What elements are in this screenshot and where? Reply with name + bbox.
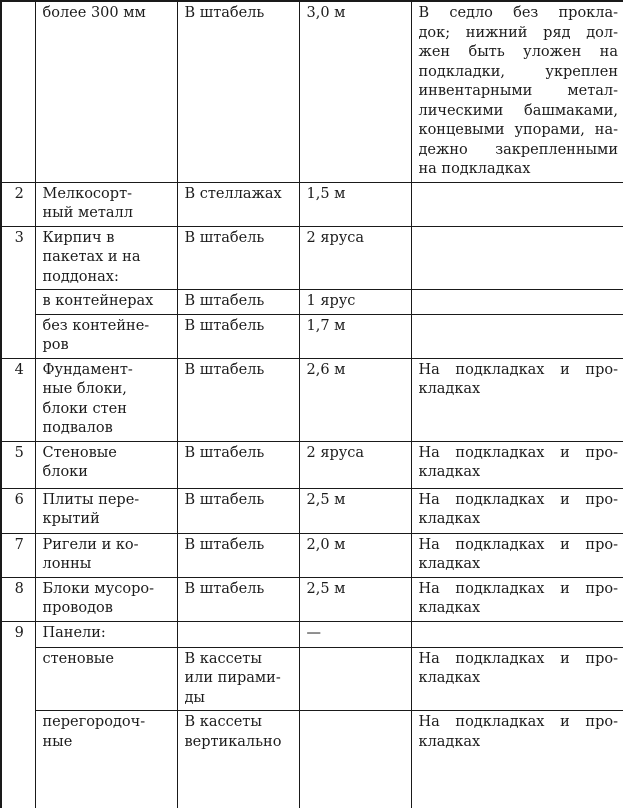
text-line: Фундамент- [42, 361, 133, 378]
height-cell [299, 182, 411, 226]
note-cell [411, 358, 623, 441]
note-cell [411, 577, 623, 621]
table-row [1, 314, 623, 358]
text-line: На подкладках и про- [418, 536, 618, 553]
method-cell [177, 647, 299, 711]
material-cell [35, 226, 177, 290]
text-line: вертикально [184, 733, 282, 750]
text-line: лическими башмаками, [418, 102, 618, 119]
table-row [1, 290, 623, 315]
text-line: На подкладках и про- [418, 714, 618, 730]
text-line: блоки [42, 464, 88, 480]
material-cell [35, 533, 177, 577]
text-line: кладках [418, 600, 481, 616]
material-cell [35, 621, 177, 647]
text-line: В штабель [184, 293, 265, 309]
text-line: кладках [418, 733, 481, 750]
text-line: пакетах и на [42, 249, 141, 265]
text-line: 2,5 м [306, 580, 346, 597]
note-cell [411, 1, 623, 182]
note-cell [411, 290, 623, 315]
height-cell [299, 533, 411, 577]
height-cell [299, 441, 411, 488]
note-cell [411, 182, 623, 226]
text-line: В штабель [184, 444, 265, 461]
text-line: подкладки, укреплен [418, 63, 618, 80]
row-number-cell: 6 [1, 488, 35, 533]
note-cell [411, 488, 623, 533]
text-line: кладках [418, 511, 481, 527]
text-line: В штабель [184, 491, 265, 508]
height-cell [299, 290, 411, 315]
text-line: Блоки мусоро- [42, 580, 155, 597]
text-line: 2,0 м [306, 536, 346, 553]
text-line: В штабель [184, 361, 265, 378]
row-number-cell: 3 [1, 226, 35, 358]
height-cell [299, 314, 411, 358]
text-line: док; нижний ряд дол- [418, 24, 618, 41]
material-cell [35, 182, 177, 226]
method-cell [177, 577, 299, 621]
method-cell [177, 621, 299, 647]
text-line: стеновые [42, 650, 114, 667]
note-cell [411, 621, 623, 647]
table-row [1, 533, 623, 577]
row-number-cell: 2 [1, 182, 35, 226]
row-number-cell: 5 [1, 441, 35, 488]
text-line: блоки стен [42, 400, 127, 417]
method-cell [177, 358, 299, 441]
text-line: жен быть уложен на [418, 44, 618, 60]
text-line: лонны [42, 556, 92, 572]
text-line: подвалов [42, 420, 113, 436]
height-cell [299, 647, 411, 711]
text-line: кладках [418, 381, 481, 397]
note-cell [411, 441, 623, 488]
height-cell [299, 358, 411, 441]
table-row [1, 621, 623, 647]
text-line: в контейнерах [42, 293, 154, 309]
text-line: проводов [42, 600, 113, 616]
text-line: На подкладках и про- [418, 491, 618, 508]
text-line: концевыми упорами, на- [418, 122, 618, 138]
text-line: В седло без прокла- [418, 5, 618, 21]
note-cell [411, 314, 623, 358]
table-row [1, 1, 623, 182]
method-cell [177, 533, 299, 577]
method-cell [177, 488, 299, 533]
text-line: крытий [42, 511, 100, 527]
note-cell [411, 711, 623, 808]
text-line: В кассеты [184, 650, 262, 667]
material-cell [35, 314, 177, 358]
text-line: В штабель [184, 229, 265, 246]
text-line: 1,7 м [306, 317, 346, 334]
method-cell [177, 182, 299, 226]
text-line: Плиты пере- [42, 491, 140, 508]
text-line: ные [42, 733, 73, 750]
method-cell [177, 1, 299, 182]
row-number-cell: 7 [1, 533, 35, 577]
row-number-cell: 9 [1, 621, 35, 808]
text-line: ды [184, 689, 205, 706]
text-line: В штабель [184, 5, 265, 21]
material-cell [35, 358, 177, 441]
text-line: 1,5 м [306, 185, 346, 202]
text-line: Стеновые [42, 444, 117, 461]
text-line: В штабель [184, 580, 265, 597]
text-line: 2 яруса [306, 229, 365, 246]
text-line: — [306, 624, 321, 641]
text-line: ров [42, 337, 69, 353]
table-row [1, 226, 623, 290]
text-line: 2 яруса [306, 444, 365, 461]
table-row [1, 441, 623, 488]
note-cell [411, 533, 623, 577]
text-line: кладках [418, 464, 481, 480]
method-cell [177, 226, 299, 290]
method-cell [177, 314, 299, 358]
table-row [1, 358, 623, 441]
height-cell [299, 488, 411, 533]
text-line: поддонах: [42, 268, 119, 285]
text-line: кладках [418, 670, 481, 686]
material-cell [35, 711, 177, 808]
material-cell [35, 488, 177, 533]
text-line: На подкладках и про- [418, 580, 618, 597]
text-line: 2,6 м [306, 361, 346, 378]
note-cell [411, 647, 623, 711]
table-row [1, 647, 623, 711]
table-row [1, 182, 623, 226]
height-cell [299, 577, 411, 621]
table-row [1, 711, 623, 808]
row-number-cell [1, 1, 35, 182]
text-line: В штабель [184, 536, 265, 553]
text-line: В кассеты [184, 714, 262, 730]
text-line: Панели: [42, 624, 106, 641]
text-line: На подкладках и про- [418, 444, 618, 461]
text-line: ный металл [42, 205, 133, 221]
material-cell [35, 441, 177, 488]
text-line: более 300 мм [42, 5, 146, 21]
text-line: Мелкосорт- [42, 185, 132, 202]
method-cell [177, 441, 299, 488]
table-row [1, 488, 623, 533]
text-line: На подкладках и про- [418, 650, 618, 667]
text-line: кладках [418, 556, 481, 572]
text-line: 2,5 м [306, 491, 346, 508]
text-line: без контейне- [42, 317, 150, 334]
text-line: на подкладках [418, 161, 531, 177]
material-cell [35, 577, 177, 621]
text-line: 3,0 м [306, 5, 346, 21]
text-line: ные блоки, [42, 381, 127, 397]
text-line: 1 ярус [306, 293, 356, 309]
method-cell [177, 290, 299, 315]
material-cell [35, 647, 177, 711]
text-line: или пирами- [184, 670, 281, 686]
text-line: В штабель [184, 317, 265, 334]
text-line: дежно закрепленными [418, 141, 618, 158]
height-cell [299, 711, 411, 808]
method-cell [177, 711, 299, 808]
material-cell [35, 290, 177, 315]
row-number-cell: 4 [1, 358, 35, 441]
height-cell [299, 621, 411, 647]
text-line: На подкладках и про- [418, 361, 618, 378]
height-cell [299, 1, 411, 182]
text-line: Кирпич в [42, 229, 115, 246]
note-cell [411, 226, 623, 290]
text-line: инвентарными метал- [418, 83, 618, 99]
row-number-cell: 8 [1, 577, 35, 621]
table-row [1, 577, 623, 621]
height-cell [299, 226, 411, 290]
text-line: перегородоч- [42, 714, 146, 730]
material-cell [35, 1, 177, 182]
text-line: В стеллажах [184, 185, 282, 202]
text-line: Ригели и ко- [42, 536, 139, 553]
